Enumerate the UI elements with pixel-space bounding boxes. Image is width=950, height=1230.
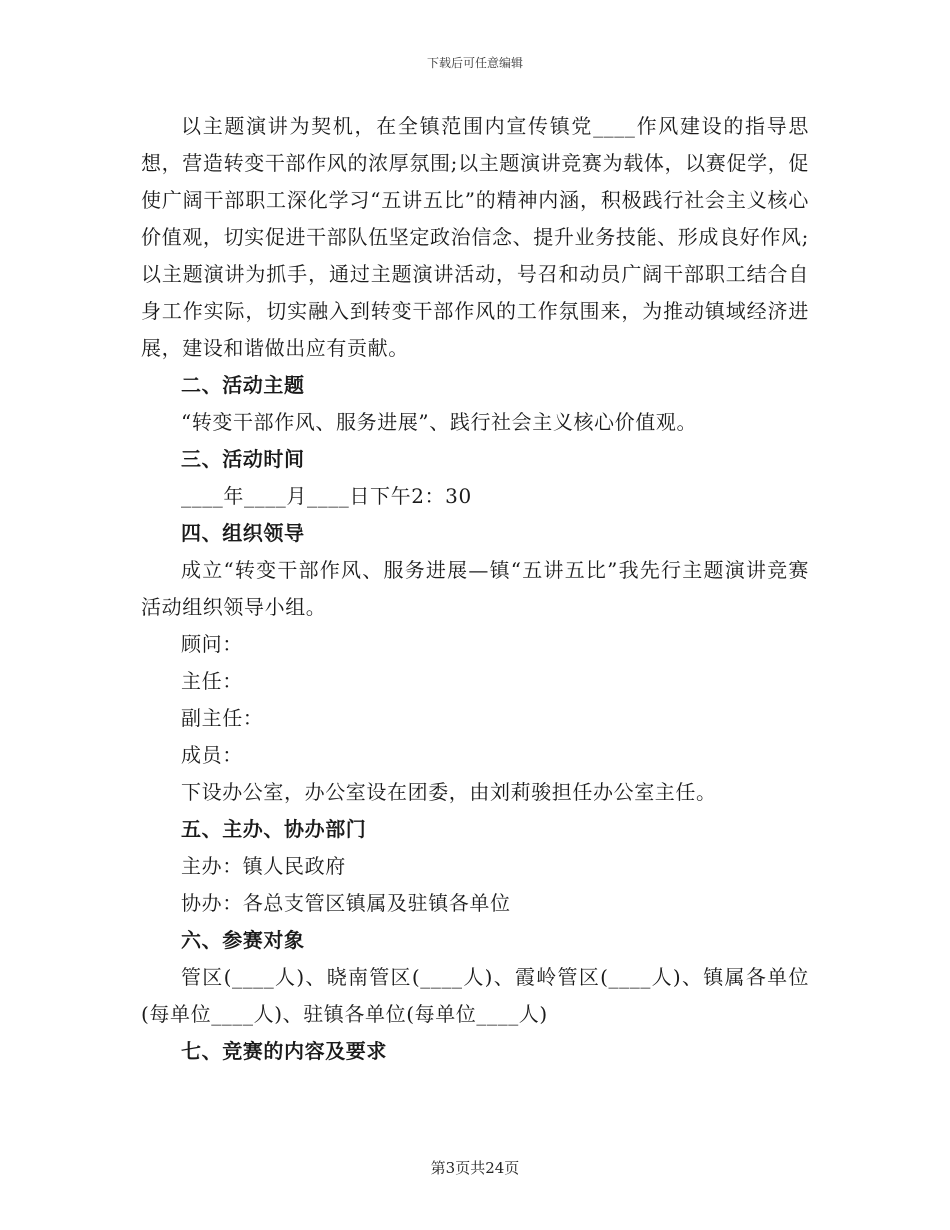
section-heading-organizers: 五、主办、协办部门 — [181, 817, 367, 841]
leadership-paragraph: 成立“转变干部作风、服务进展—镇“五讲五比”我先行主题演讲竞赛活动组织领导小组。 — [141, 558, 809, 619]
participants-paragraph: 管区(____人)、晓南管区(____人)、霞岭管区(____人)、镇属各单位(每单位____人)、驻镇各单位(每单位____人) — [141, 965, 809, 1026]
director-line: 主任： — [181, 669, 243, 693]
section-heading-leadership: 四、组织领导 — [181, 521, 305, 545]
section-heading-participants: 六、参赛对象 — [181, 928, 305, 952]
co-host-line: 协办：各总支管区镇属及驻镇各单位 — [181, 891, 511, 915]
intro-paragraph: 以主题演讲为契机，在全镇范围内宣传镇党____作风建设的指导思想，营造转变干部作风的浓厚氛围;以主题演讲竞赛为载体，以赛促学，促使广阔干部职工深化学习“五讲五比”的精神内涵，积极践行社会主义核心价值观，切实促进干部队伍坚定政治信念、提升业务技能、形成良好作风;以主题演讲为抓手，通过主题演讲活动，号召和动员广阔干部职工结合自身工作实际，切实融入到转变干部作风的工作氛围来，为推动镇域经济进展，建设和谐做出应有贡献。 — [141, 114, 809, 360]
theme-text: “转变干部作风、服务进展”、践行社会主义核心价值观。 — [181, 410, 698, 434]
time-text: ____年____月____日下午2：30 — [181, 484, 472, 508]
host-line: 主办：镇人民政府 — [181, 854, 346, 878]
members-line: 成员： — [181, 743, 243, 767]
deputy-director-line: 副主任： — [181, 706, 264, 730]
advisor-line: 顾问： — [181, 632, 243, 656]
document-body — [141, 108, 809, 1070]
section-heading-content: 七、竞赛的内容及要求 — [181, 1039, 387, 1063]
section-heading-time: 三、活动时间 — [181, 447, 305, 471]
section-heading-theme: 二、活动主题 — [181, 373, 305, 397]
page-number: 第3页共24页 — [430, 1159, 520, 1177]
office-line: 下设办公室，办公室设在团委，由刘莉骏担任办公室主任。 — [181, 780, 717, 804]
header-note: 下载后可任意编辑 — [426, 56, 523, 70]
